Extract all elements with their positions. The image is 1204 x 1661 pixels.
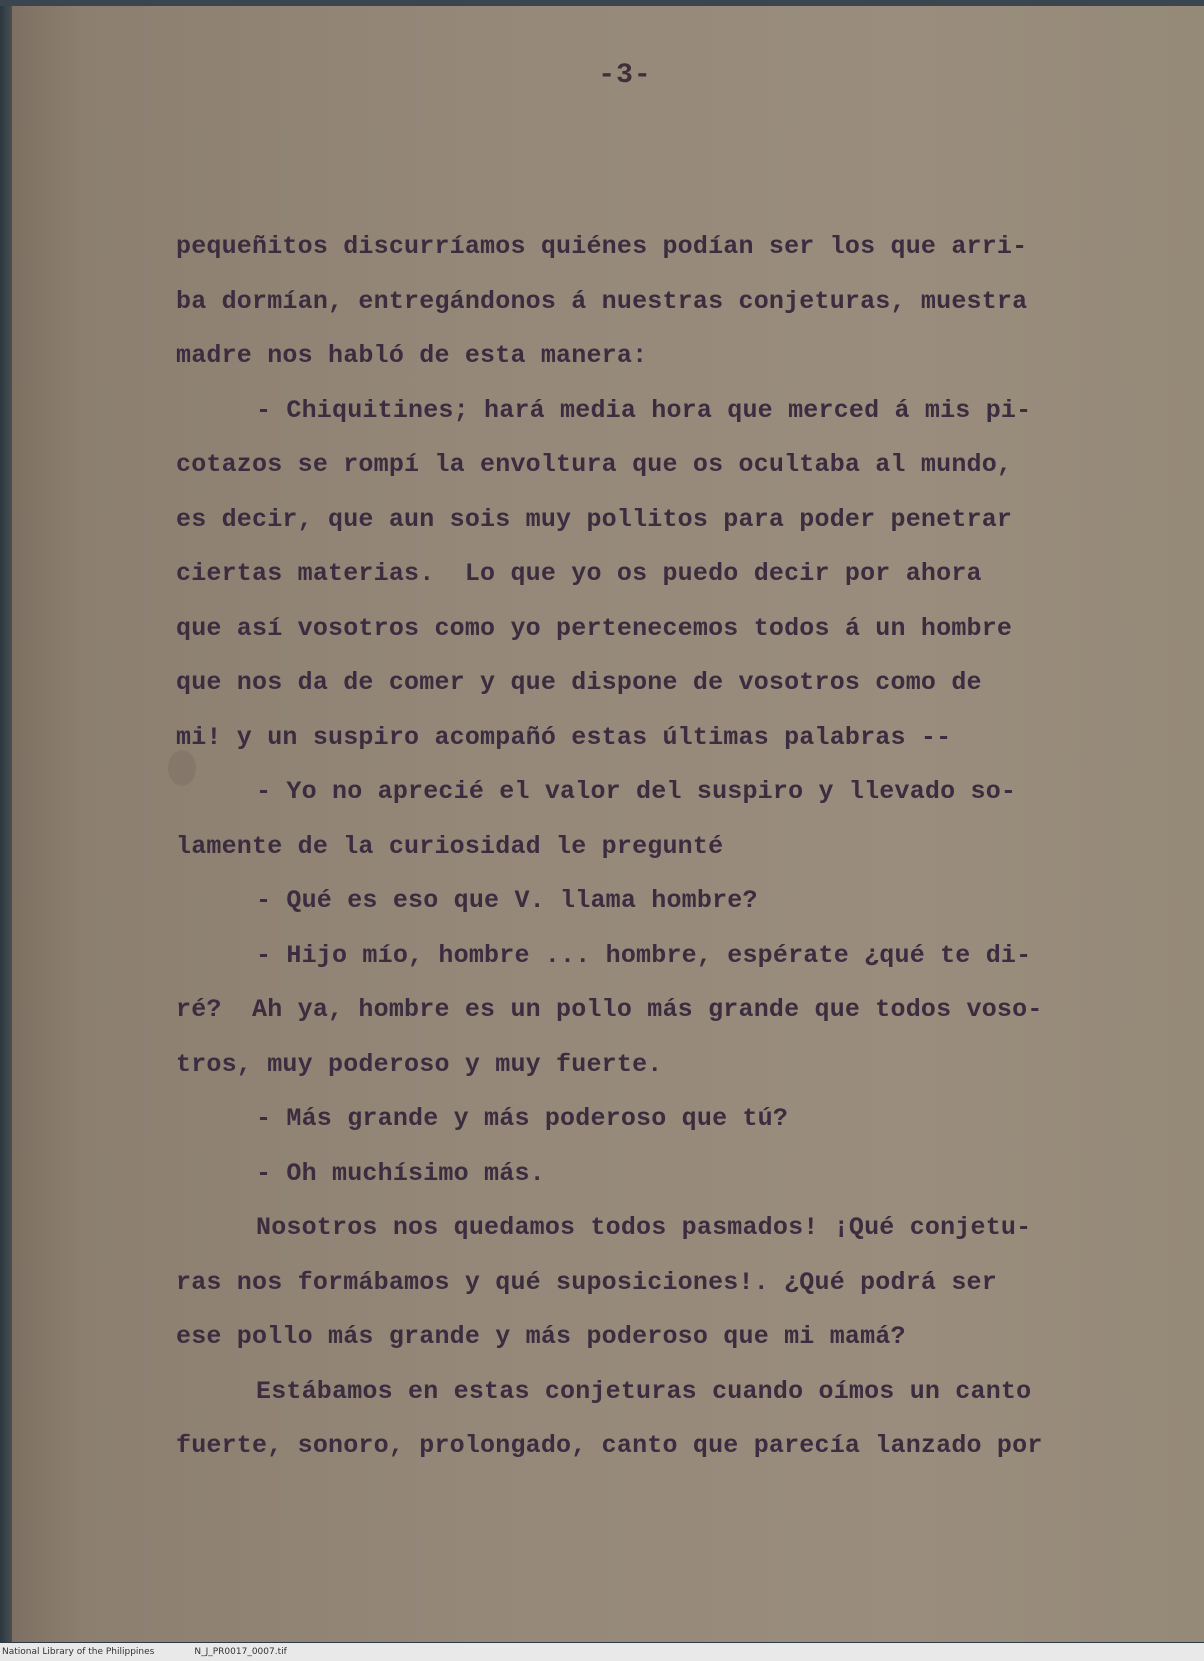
text-line: Nosotros nos quedamos todos pasmados! ¡Qué conjetu- <box>256 1213 1032 1242</box>
text-line: que así vosotros como yo pertenecemos todos á un hombre <box>176 613 1013 643</box>
page-number: -3- <box>598 60 652 91</box>
footer-filename: N_J_PR0017_0007.tif <box>194 1647 287 1657</box>
text-line: ré? Ah ya, hombre es un pollo más grande que todos voso- <box>176 995 1043 1024</box>
text-line: que nos da de comer y que dispone de vosotros como de <box>176 668 982 697</box>
page-edge <box>0 0 12 1642</box>
text-line: lamente de la curiosidad le pregunté <box>176 831 724 861</box>
text-line: fuerte, sonoro, prolongado, canto que parecía lanzado por <box>176 1431 1043 1460</box>
typed-text-body <box>176 220 1076 1474</box>
scan-footer <box>0 1643 1204 1661</box>
text-line: ba dormían, entregándonos á nuestras conjeturas, muestra <box>176 286 1028 316</box>
text-line: pequeñitos discurríamos quiénes podían ser los que arri- <box>176 232 1028 261</box>
text-line: madre nos habló de esta manera: <box>176 341 648 370</box>
text-line: tros, muy poderoso y muy fuerte. <box>176 1049 663 1079</box>
text-line: - Hijo mío, hombre ... hombre, espérate ¿qué te di- <box>256 940 1032 970</box>
text-line: - Chiquitines; hará media hora que merced á mis pi- <box>256 395 1032 425</box>
text-line: - Yo no aprecié el valor del suspiro y llevado so- <box>256 777 1017 806</box>
footer-library: National Library of the Philippines <box>2 1647 155 1657</box>
text-line: es decir, que aun sois muy pollitos para poder penetrar <box>176 504 1013 534</box>
text-line: - Qué es eso que V. llama hombre? <box>256 886 758 915</box>
text-line: - Más grande y más poderoso que tú? <box>256 1104 789 1133</box>
top-border <box>0 0 1204 6</box>
text-line: ciertas materias. Lo que yo os puedo decir por ahora <box>176 559 982 588</box>
text-line: ras nos formábamos y qué suposiciones!. ¿Qué podrá ser <box>176 1267 997 1297</box>
text-line: Estábamos en estas conjeturas cuando oímos un canto <box>256 1376 1032 1406</box>
text-line: ese pollo más grande y más poderoso que mi mamá? <box>176 1322 906 1351</box>
text-line: mi! y un suspiro acompañó estas últimas palabras -- <box>176 722 952 752</box>
text-line: cotazos se rompí la envoltura que os ocultaba al mundo, <box>176 450 1013 479</box>
text-line: - Oh muchísimo más. <box>256 1158 545 1188</box>
